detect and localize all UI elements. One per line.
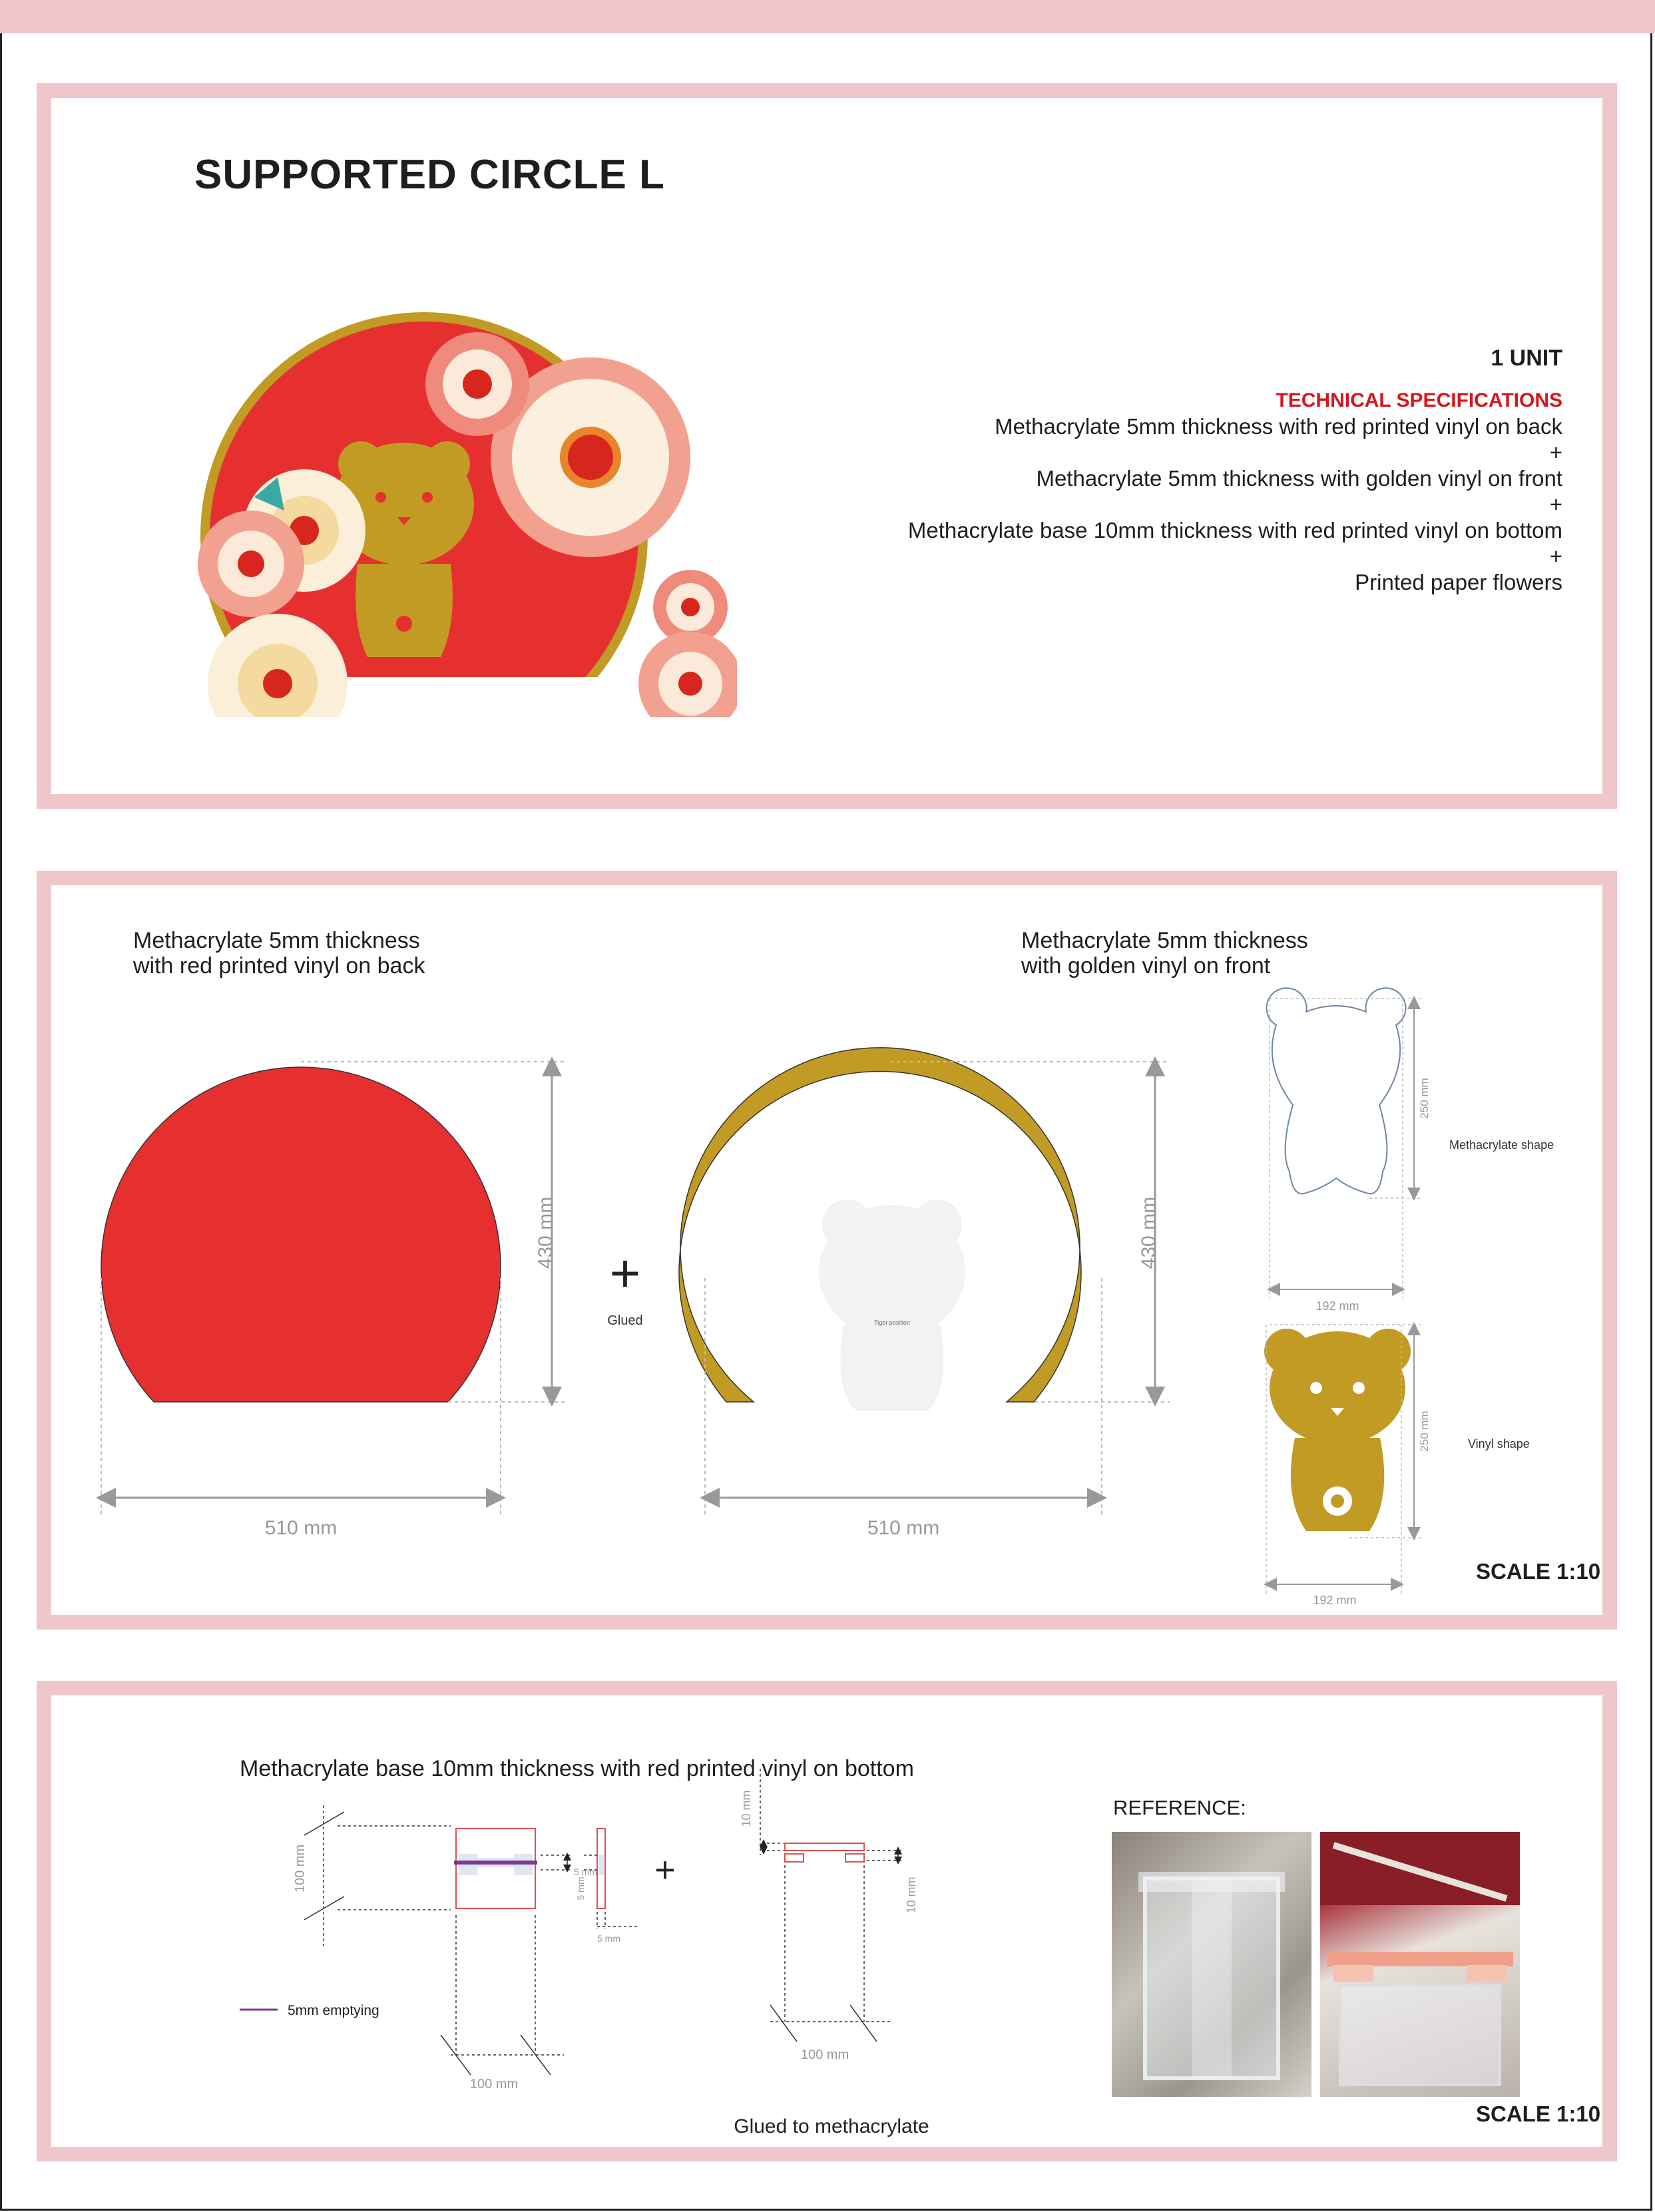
methacrylate-shape-label: Methacrylate shape [1449, 1138, 1554, 1152]
dim-100-vertical: 100 mm [293, 1844, 308, 1893]
spec-plus: + [1549, 440, 1562, 465]
methacrylate-shape-outline [1267, 988, 1406, 1194]
reference-label: REFERENCE: [1113, 1796, 1246, 1819]
technical-specifications [697, 345, 1562, 595]
components-drawing [51, 885, 1602, 1618]
unit-count: 1 UNIT [1491, 345, 1562, 371]
product-illustration [138, 251, 737, 717]
reference-photo-1 [1112, 1832, 1311, 2097]
shape-height-dimension: 250 mm [1418, 1078, 1431, 1119]
dim-10-side: 10 mm [905, 1877, 918, 1914]
shape-height-dimension: 250 mm [1418, 1411, 1431, 1452]
top-band [0, 0, 1655, 33]
reference-photo-2 [1320, 1832, 1520, 2097]
dim-5: 5 mm [574, 1867, 597, 1877]
spec-plus: + [1549, 492, 1562, 517]
scale-label: SCALE 1:10 [1476, 1559, 1601, 1584]
base-drawing [51, 1695, 1116, 2148]
glued-label: Glued [607, 1313, 643, 1328]
foot-piece-top [785, 1843, 864, 1851]
dim-10-vertical: 10 mm [740, 1790, 753, 1827]
width-dimension: 510 mm [867, 1517, 940, 1539]
specs-heading: TECHNICAL SPECIFICATIONS [1276, 389, 1562, 411]
tiger-position-silhouette [819, 1200, 965, 1411]
glued-to-label: Glued to methacrylate [734, 2115, 929, 2137]
spec-line: Methacrylate 5mm thickness with golden vinyl on front [1036, 466, 1562, 491]
tiger-position-label: Tiger position [874, 1319, 910, 1326]
red-part-label: Methacrylate 5mm thickness with red printed vinyl on back [133, 928, 425, 979]
width-dimension: 510 mm [264, 1517, 338, 1539]
plus-sign: + [609, 1243, 641, 1303]
dim-100-horizontal: 100 mm [469, 2077, 519, 2092]
dim-100-foot: 100 mm [800, 2048, 849, 2062]
gold-part-label: Methacrylate 5mm thickness with golden vinyl on front [1021, 928, 1308, 979]
height-dimension: 430 mm [535, 1196, 557, 1269]
components-panel [37, 871, 1617, 1630]
height-dimension: 430 mm [1138, 1196, 1160, 1269]
shape-width-dimension: 192 mm [1313, 1594, 1357, 1607]
page-title: SUPPORTED CIRCLE L [194, 152, 665, 198]
spec-line: Methacrylate 5mm thickness with red printed vinyl on back [995, 414, 1562, 439]
red-circle-shape [101, 1067, 501, 1402]
base-label: Methacrylate base 10mm thickness with red printed vinyl on bottom [240, 1756, 914, 1781]
spec-plus: + [1549, 544, 1562, 568]
dim-5-vertical: 5 mm [575, 1877, 586, 1900]
base-panel [37, 1681, 1617, 2161]
scale-label: SCALE 1:10 [1476, 2101, 1601, 2126]
legend-label: 5mm emptying [288, 2003, 379, 2018]
dim-5-horizontal: 5 mm [597, 1933, 620, 1944]
spec-line: Printed paper flowers [1355, 570, 1562, 594]
spec-line: Methacrylate base 10mm thickness with red printed vinyl on bottom [907, 518, 1562, 543]
product-overview-panel [37, 83, 1617, 809]
plus-sign: + [654, 1850, 676, 1890]
vinyl-shape-label: Vinyl shape [1468, 1437, 1530, 1450]
shape-width-dimension: 192 mm [1315, 1299, 1359, 1313]
